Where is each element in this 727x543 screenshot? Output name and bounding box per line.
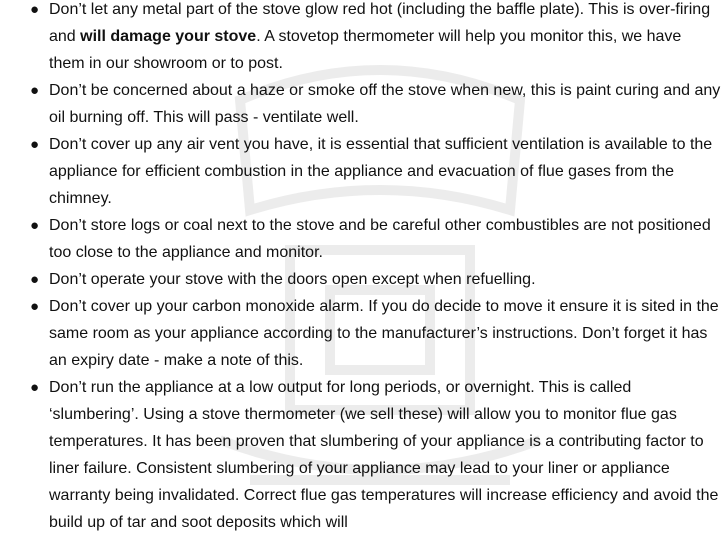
list-item-text: Don’t run the appliance at a low output for long periods, or overnight. This is called ‘slumbering’. Using a stove thermometer (we sell these) will allow you to monitor flue gas temperatures. It has been proven that slumbering of your appliance is a contributing factor to liner failure. Consistent slumbering of your appliance may lead to your liner or appliance warranty being invalidated. Correct flue gas temperatures will increase efficiency and avoid the build up of tar and soot deposits which will (49, 379, 719, 531)
list-item (0, 293, 727, 374)
list-item-bold-text: will damage your stove (80, 28, 257, 45)
list-item-text: Don’t cover up any air vent you have, it is essential that sufficient ventilation is available to the appliance for efficient combustion in the appliance and evacuation of flue gases from the chimney. (49, 136, 713, 207)
list-item-text: Don’t let any metal part of the stove glow red hot (including the baffle plate). This is over-firing and (49, 1, 711, 45)
list-item-text: Don’t be concerned about a haze or smoke off the stove when new, this is paint curing and any oil burning off. This will pass - ventilate well. (49, 82, 721, 126)
list-item (0, 374, 727, 536)
list-item-text: . A stovetop thermometer will help you monitor this, we have them in our showroom or to post. (49, 28, 682, 72)
bullet-icon: ● (30, 271, 40, 288)
bullet-icon: ● (30, 82, 40, 99)
list-item (0, 212, 727, 266)
list-item (0, 266, 727, 293)
bullet-icon: ● (30, 298, 40, 315)
list-item (0, 77, 727, 131)
list-item-text: Don’t operate your stove with the doors open except when refuelling. (49, 271, 536, 288)
bullet-icon: ● (30, 1, 40, 18)
list-item-text: Don’t cover up your carbon monoxide alarm. If you do decide to move it ensure it is sited in the same room as your appliance according to the manufacturer’s instructions. Don’t forget it has an expiry date - make a note of this. (49, 298, 719, 369)
list-item (0, 0, 727, 77)
bullet-icon: ● (30, 379, 40, 396)
list-item-text: Don’t store logs or coal next to the stove and be careful other combustibles are not positioned too close to the appliance and monitor. (49, 217, 711, 261)
list-item (0, 131, 727, 212)
bullet-icon: ● (30, 136, 40, 153)
bullet-icon: ● (30, 217, 40, 234)
